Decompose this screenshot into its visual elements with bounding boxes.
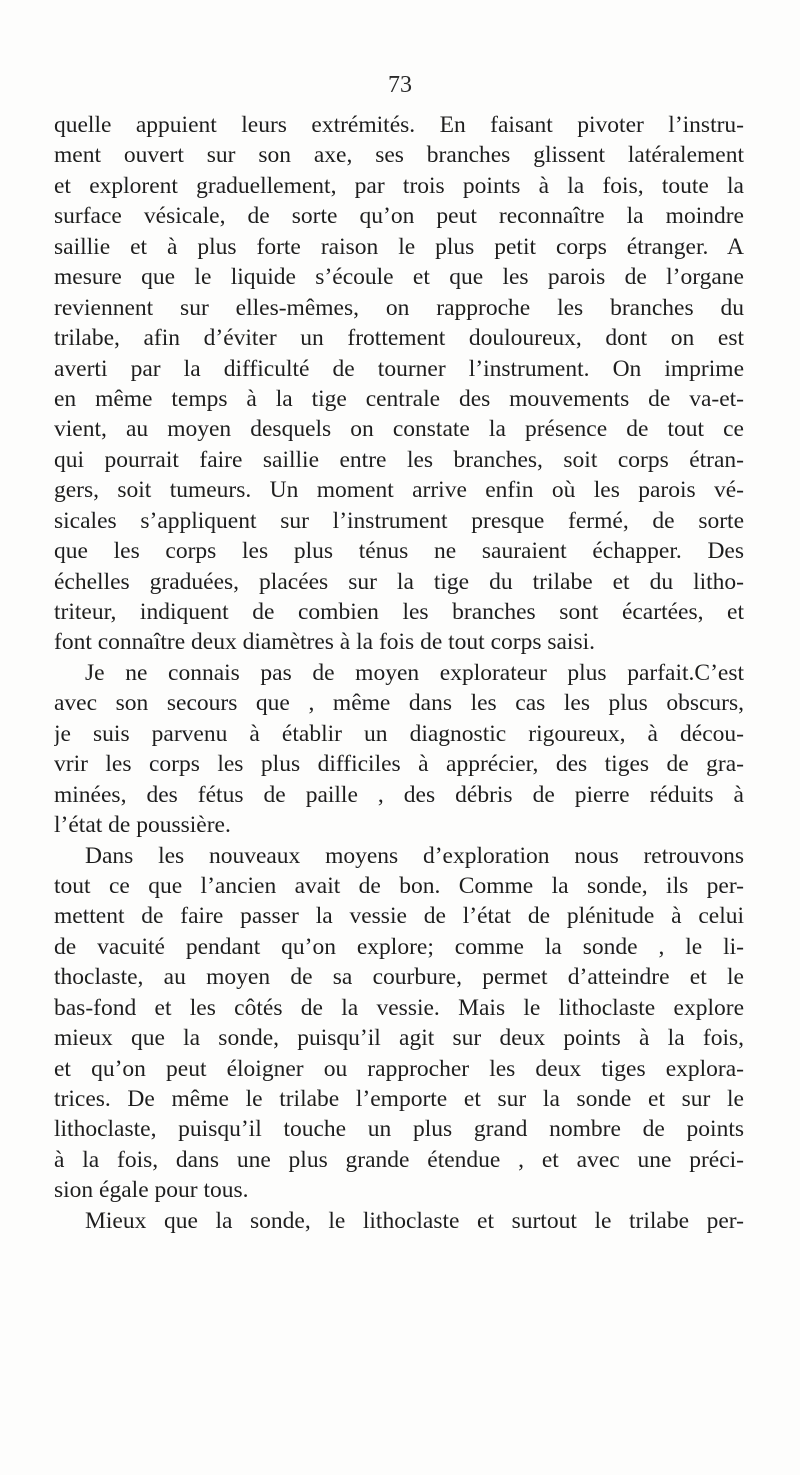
text-line: en même temps à la tige centrale des mouvements de va-et- xyxy=(54,385,744,412)
text-line: vient, au moyen desquels on constate la présence de tout ce xyxy=(54,416,744,443)
text-line: ment ouvert sur son axe, ses branches glissent latéralement xyxy=(54,142,744,169)
text-line: l’état de poussière. xyxy=(54,812,231,839)
text-line: vrir les corps les plus difficiles à apprécier, des tiges de gra- xyxy=(54,751,744,778)
text-line: et qu’on peut éloigner ou rapprocher les deux tiges explora- xyxy=(54,1055,744,1082)
text-line: que les corps les plus ténus ne sauraient échapper. Des xyxy=(54,538,744,565)
text-line: minées, des fétus de paille , des débris de pierre réduits à xyxy=(54,781,744,808)
text-line: thoclaste, au moyen de sa courbure, permet d’atteindre et le xyxy=(54,964,744,991)
text-line: tout ce que l’ancien avait de bon. Comme la sonde, ils per- xyxy=(54,872,744,899)
paragraph-start-line: Dans les nouveaux moyens d’exploration nous retrouvons xyxy=(85,842,744,869)
paragraph-start-line: Je ne connais pas de moyen explorateur plus parfait.C’est xyxy=(85,659,744,686)
text-line: reviennent sur elles-mêmes, on rapproche les branches du xyxy=(54,294,744,321)
text-line: surface vésicale, de sorte qu’on peut reconnaître la moindre xyxy=(54,203,744,230)
text-line: mieux que la sonde, puisqu’il agit sur deux points à la fois, xyxy=(54,1025,744,1052)
text-line: de vacuité pendant qu’on explore; comme la sonde , le li- xyxy=(54,933,744,960)
text-line: triteur, indiquent de combien les branches sont écartées, et xyxy=(54,599,744,625)
text-line: trilabe, afin d’éviter un frottement douloureux, dont on est xyxy=(54,325,744,352)
text-line: avec son secours que , même dans les cas les plus obscurs, xyxy=(54,690,744,717)
text-line: et explorent graduellement, par trois points à la fois, toute la xyxy=(54,172,744,199)
body-text xyxy=(54,110,744,1236)
text-line: lithoclaste, puisqu’il touche un plus grand nombre de points xyxy=(54,1116,744,1143)
text-line: qui pourrait faire saillie entre les branches, soit corps étran- xyxy=(54,446,744,473)
text-line: à la fois, dans une plus grande étendue , et avec une préci- xyxy=(54,1146,744,1173)
page-number: 73 xyxy=(388,72,412,98)
text-line: mesure que le liquide s’écoule et que les parois de l’organe xyxy=(54,264,744,291)
text-line: averti par la difficulté de tourner l’instrument. On imprime xyxy=(54,355,744,382)
text-line: font connaître deux diamètres à la fois de tout corps saisi. xyxy=(54,629,595,656)
text-line: saillie et à plus forte raison le plus petit corps étranger. A xyxy=(54,233,744,260)
paragraph-start-line: Mieux que la sonde, le lithoclaste et surtout le trilabe per- xyxy=(85,1207,744,1234)
text-line: je suis parvenu à établir un diagnostic rigoureux, à décou- xyxy=(54,720,744,747)
text-line: sicales s’appliquent sur l’instrument presque fermé, de sorte xyxy=(54,507,744,534)
text-line: trices. De même le trilabe l’emporte et sur la sonde et sur le xyxy=(54,1086,744,1112)
text-line: gers, soit tumeurs. Un moment arrive enfin où les parois vé- xyxy=(54,477,744,504)
text-line: échelles graduées, placées sur la tige du trilabe et du litho- xyxy=(54,568,744,595)
text-line: bas-fond et les côtés de la vessie. Mais le lithoclaste explore xyxy=(54,994,744,1021)
text-line: quelle appuient leurs extrémités. En faisant pivoter l’instru- xyxy=(54,112,744,138)
text-line: mettent de faire passer la vessie de l’état de plénitude à celui xyxy=(54,903,744,930)
text-line: sion égale pour tous. xyxy=(54,1177,249,1204)
